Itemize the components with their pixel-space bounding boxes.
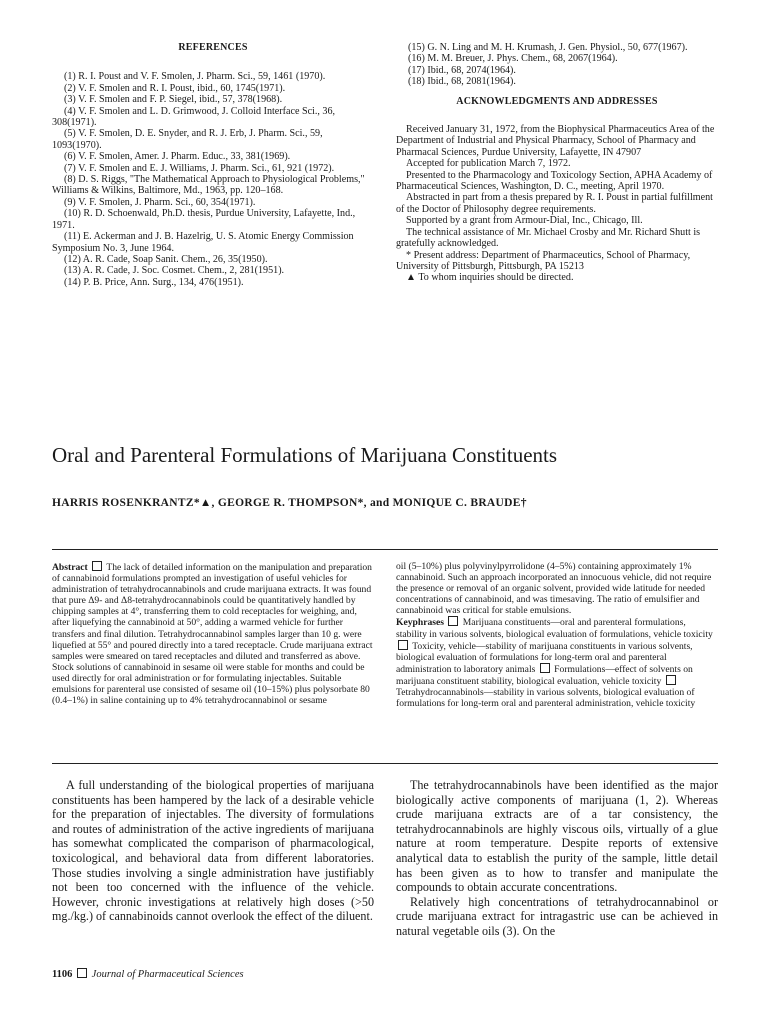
supported-note: Supported by a grant from Armour-Dial, Inc., Chicago, Ill. xyxy=(406,215,643,227)
references-column-right xyxy=(396,42,718,284)
abstract-text-left: The lack of detailed information on the manipulation and preparation of cannabinoid formulations prompted an investigation of useful vehicles for administration of tetrahydrocannabinols and crude marijuana extracts. It was found that pure Δ9- and Δ8-tetrahydrocannabinols could be quantitatively handled by chipping samples at 4°, transferring them to cold receptacles for weighing, and, after liquefying the cannabinoid at 50°, adding a warmed vehicle for further transfers and final dilution. Tetrahydrocannabinol samples larger than 10 g. were liquefied at 55° and poured directly into a tared receptacle. Crude marijuana extract samples were smeared on tared receptacles and diluted and transferred as above. Stock solutions of cannabinoid in sesame oil were stable for months and could be used directly for oral administration or for formulating injectables. Suitable emulsions for parenteral use consisted of sesame oil (10–15%) plus polysorbate 80 (0.4–1%) in saline containing up to 4% tetrahydrocannabinol or sesame xyxy=(52,562,373,707)
abstract-column-left xyxy=(52,561,374,706)
acknowledgments-section xyxy=(396,124,718,284)
reference-item: (12) A. R. Cade, Soap Sanit. Chem., 26, 35(1950). xyxy=(64,253,268,265)
reference-item: (15) G. N. Ling and M. H. Krumash, J. Gen. Physiol., 50, 677(1967). xyxy=(408,42,688,53)
abstracted-note: Abstracted in part from a thesis prepared by R. I. Poust in partial fulfillment of the Doctor of Philosophy degree requirements. xyxy=(396,192,713,215)
body-paragraph: A full understanding of the biological properties of marijuana constituents has been hampered by the lack of a desirable vehicle for the preparation of injectables. The diversity of formulations and routes of administration of the active ingredients of marijuana has somewhat complicated the comparison of pharmacological, toxicological, and behavioral data from different laboratories. Those studies involving a single administration have justifiably not been too concerned with the influence of the vehicle. However, chronic investigations at relatively high doses (>50 mg./kg.) of cannabinoids cannot overlook the effect of the diluent. xyxy=(52,778,374,924)
technical-note: The technical assistance of Mr. Michael Crosby and Mr. Richard Shutt is gratefully acknowledged. xyxy=(396,226,701,250)
reference-item: (8) D. S. Riggs, "The Mathematical Approach to Physiological Problems," Williams & Wilkins, Baltimore, Md., 1963, pp. 120–168. xyxy=(52,174,365,197)
reference-item: (14) P. B. Price, Ann. Surg., 134, 476(1951). xyxy=(64,276,244,288)
reference-item: (3) V. F. Smolen and F. P. Siegel, ibid., 57, 378(1968). xyxy=(64,94,283,106)
page-footer xyxy=(52,968,244,980)
abstract-top-rule xyxy=(52,549,718,550)
article-title: Oral and Parenteral Formulations of Marijuana Constituents xyxy=(52,443,558,467)
box-bullet-icon xyxy=(666,675,676,685)
body-paragraph: The tetrahydrocannabinols have been identified as the major biologically active components of marijuana (1, 2). Whereas crude marijuana extracts are of a tar consistency, the tetrahydrocannabinols are highly viscous oils, virtually of a glue nature at room temperature. Despite reports of extensive analytical data to establish the purity of the sample, little detail has been given as to how to transfer and manipulate the compounds to obtain accurate concentrations. xyxy=(396,778,718,895)
reference-item: (16) M. M. Breuer, J. Phys. Chem., 68, 2067(1964). xyxy=(408,53,618,65)
keyphrases-label: Keyphrases xyxy=(396,617,444,629)
keyphrase-item: Tetrahydrocannabinols—stability in various solvents, biological evaluation of formulations for long-term oral and parenteral administration, vehicle toxicity xyxy=(396,687,696,710)
reference-item: (13) A. R. Cade, J. Soc. Cosmet. Chem., 2, 281(1951). xyxy=(64,265,285,277)
reference-item: (6) V. F. Smolen, Amer. J. Pharm. Educ., 33, 381(1969). xyxy=(64,151,291,163)
box-bullet-icon xyxy=(540,663,550,673)
reference-item: (17) Ibid., 68, 2074(1964). xyxy=(408,64,516,76)
abstract-text-right: oil (5–10%) plus polyvinylpyrrolidone (4–5%) containing approximately 1% cannabinoid. Such an approach incorporated an innocuous vehicle, did not require the presence or removal of an organic solvent, provided wide latitude for needed concentrations of cannabinoid, and was timesaving. The ratio of emulsifier and cannabinoid was critical for stable emulsions. xyxy=(396,561,712,617)
references-heading: REFERENCES xyxy=(178,42,248,53)
references-column-left xyxy=(52,42,374,288)
article-authors: HARRIS ROSENKRANTZ*▲, GEORGE R. THOMPSON*, and MONIQUE C. BRAUDE† xyxy=(52,497,527,509)
reference-item: (9) V. F. Smolen, J. Pharm. Sci., 60, 354(1971). xyxy=(64,196,256,208)
reference-item: (1) R. I. Poust and V. F. Smolen, J. Pharm. Sci., 59, 1461 (1970). xyxy=(64,71,326,83)
present-address-note: * Present address: Department of Pharmaceutics, School of Pharmacy, University of Pittsburgh, Pittsburgh, PA 15213 xyxy=(396,249,691,272)
received-note: Received January 31, 1972, from the Biophysical Pharmaceutics Area of the Department of Industrial and Physical Pharmacy, School of Pharmacy and Pharmacal Sciences, Purdue University, Lafayette, IN 47907 xyxy=(396,124,715,158)
abstract-bottom-rule xyxy=(52,763,718,764)
accepted-note: Accepted for publication March 7, 1972. xyxy=(406,158,571,170)
abstract-column-right xyxy=(396,561,718,709)
box-bullet-icon xyxy=(77,968,87,978)
inquiries-note: ▲ To whom inquiries should be directed. xyxy=(406,272,574,284)
reference-item: (11) E. Ackerman and J. B. Hazelrig, U. S. Atomic Energy Commission Symposium No. 3, June 1964. xyxy=(52,231,354,254)
journal-name: Journal of Pharmaceutical Sciences xyxy=(91,969,244,980)
page-number: 1106 xyxy=(52,969,73,980)
reference-item: (4) V. F. Smolen and L. D. Grimwood, J. Colloid Interface Sci., 36, 308(1971). xyxy=(52,105,336,129)
reference-item: (10) R. D. Schoenwald, Ph.D. thesis, Purdue University, Lafayette, Ind., 1971. xyxy=(52,208,356,231)
body-column-left xyxy=(52,778,374,924)
presented-note: Presented to the Pharmacology and Toxicology Section, APHA Academy of Pharmaceutical Sciences, Washington, D. C., meeting, April 1970. xyxy=(396,169,713,193)
box-bullet-icon xyxy=(448,616,458,626)
box-bullet-icon xyxy=(398,640,408,650)
reference-item: (5) V. F. Smolen, D. E. Snyder, and R. J. Erb, J. Pharm. Sci., 59, 1093(1970). xyxy=(52,128,323,151)
body-paragraph: Relatively high concentrations of tetrahydrocannabinol or crude marijuana extract for intragastric use can be achieved in natural vegetable oils (3). On the xyxy=(396,894,718,938)
reference-item: (18) Ibid., 68, 2081(1964). xyxy=(408,76,516,88)
keyphrase-item: Formulations—effect of solvents on marijuana constituent stability, biological evaluation, vehicle toxicity xyxy=(396,663,693,687)
body-column-right xyxy=(396,778,718,939)
reference-item: (7) V. F. Smolen and E. J. Williams, J. Pharm. Sci., 61, 921 (1972). xyxy=(64,162,335,174)
keyphrase-item: Marijuana constituents—oral and parenteral formulations, stability in various solvents, biological evaluation of formulations, vehicle toxicity xyxy=(396,617,713,640)
reference-item: (2) V. F. Smolen and R. I. Poust, ibid., 60, 1745(1971). xyxy=(64,82,286,94)
keyphrase-item: Toxicity, vehicle—stability of marijuana constituents in various solvents, biological evaluation of formulations for long-term oral and parenteral administration to laboratory animals xyxy=(396,640,693,675)
abstract-label: Abstract xyxy=(52,562,88,573)
acknowledgments-heading: ACKNOWLEDGMENTS AND ADDRESSES xyxy=(456,95,658,107)
box-bullet-icon xyxy=(92,561,102,571)
